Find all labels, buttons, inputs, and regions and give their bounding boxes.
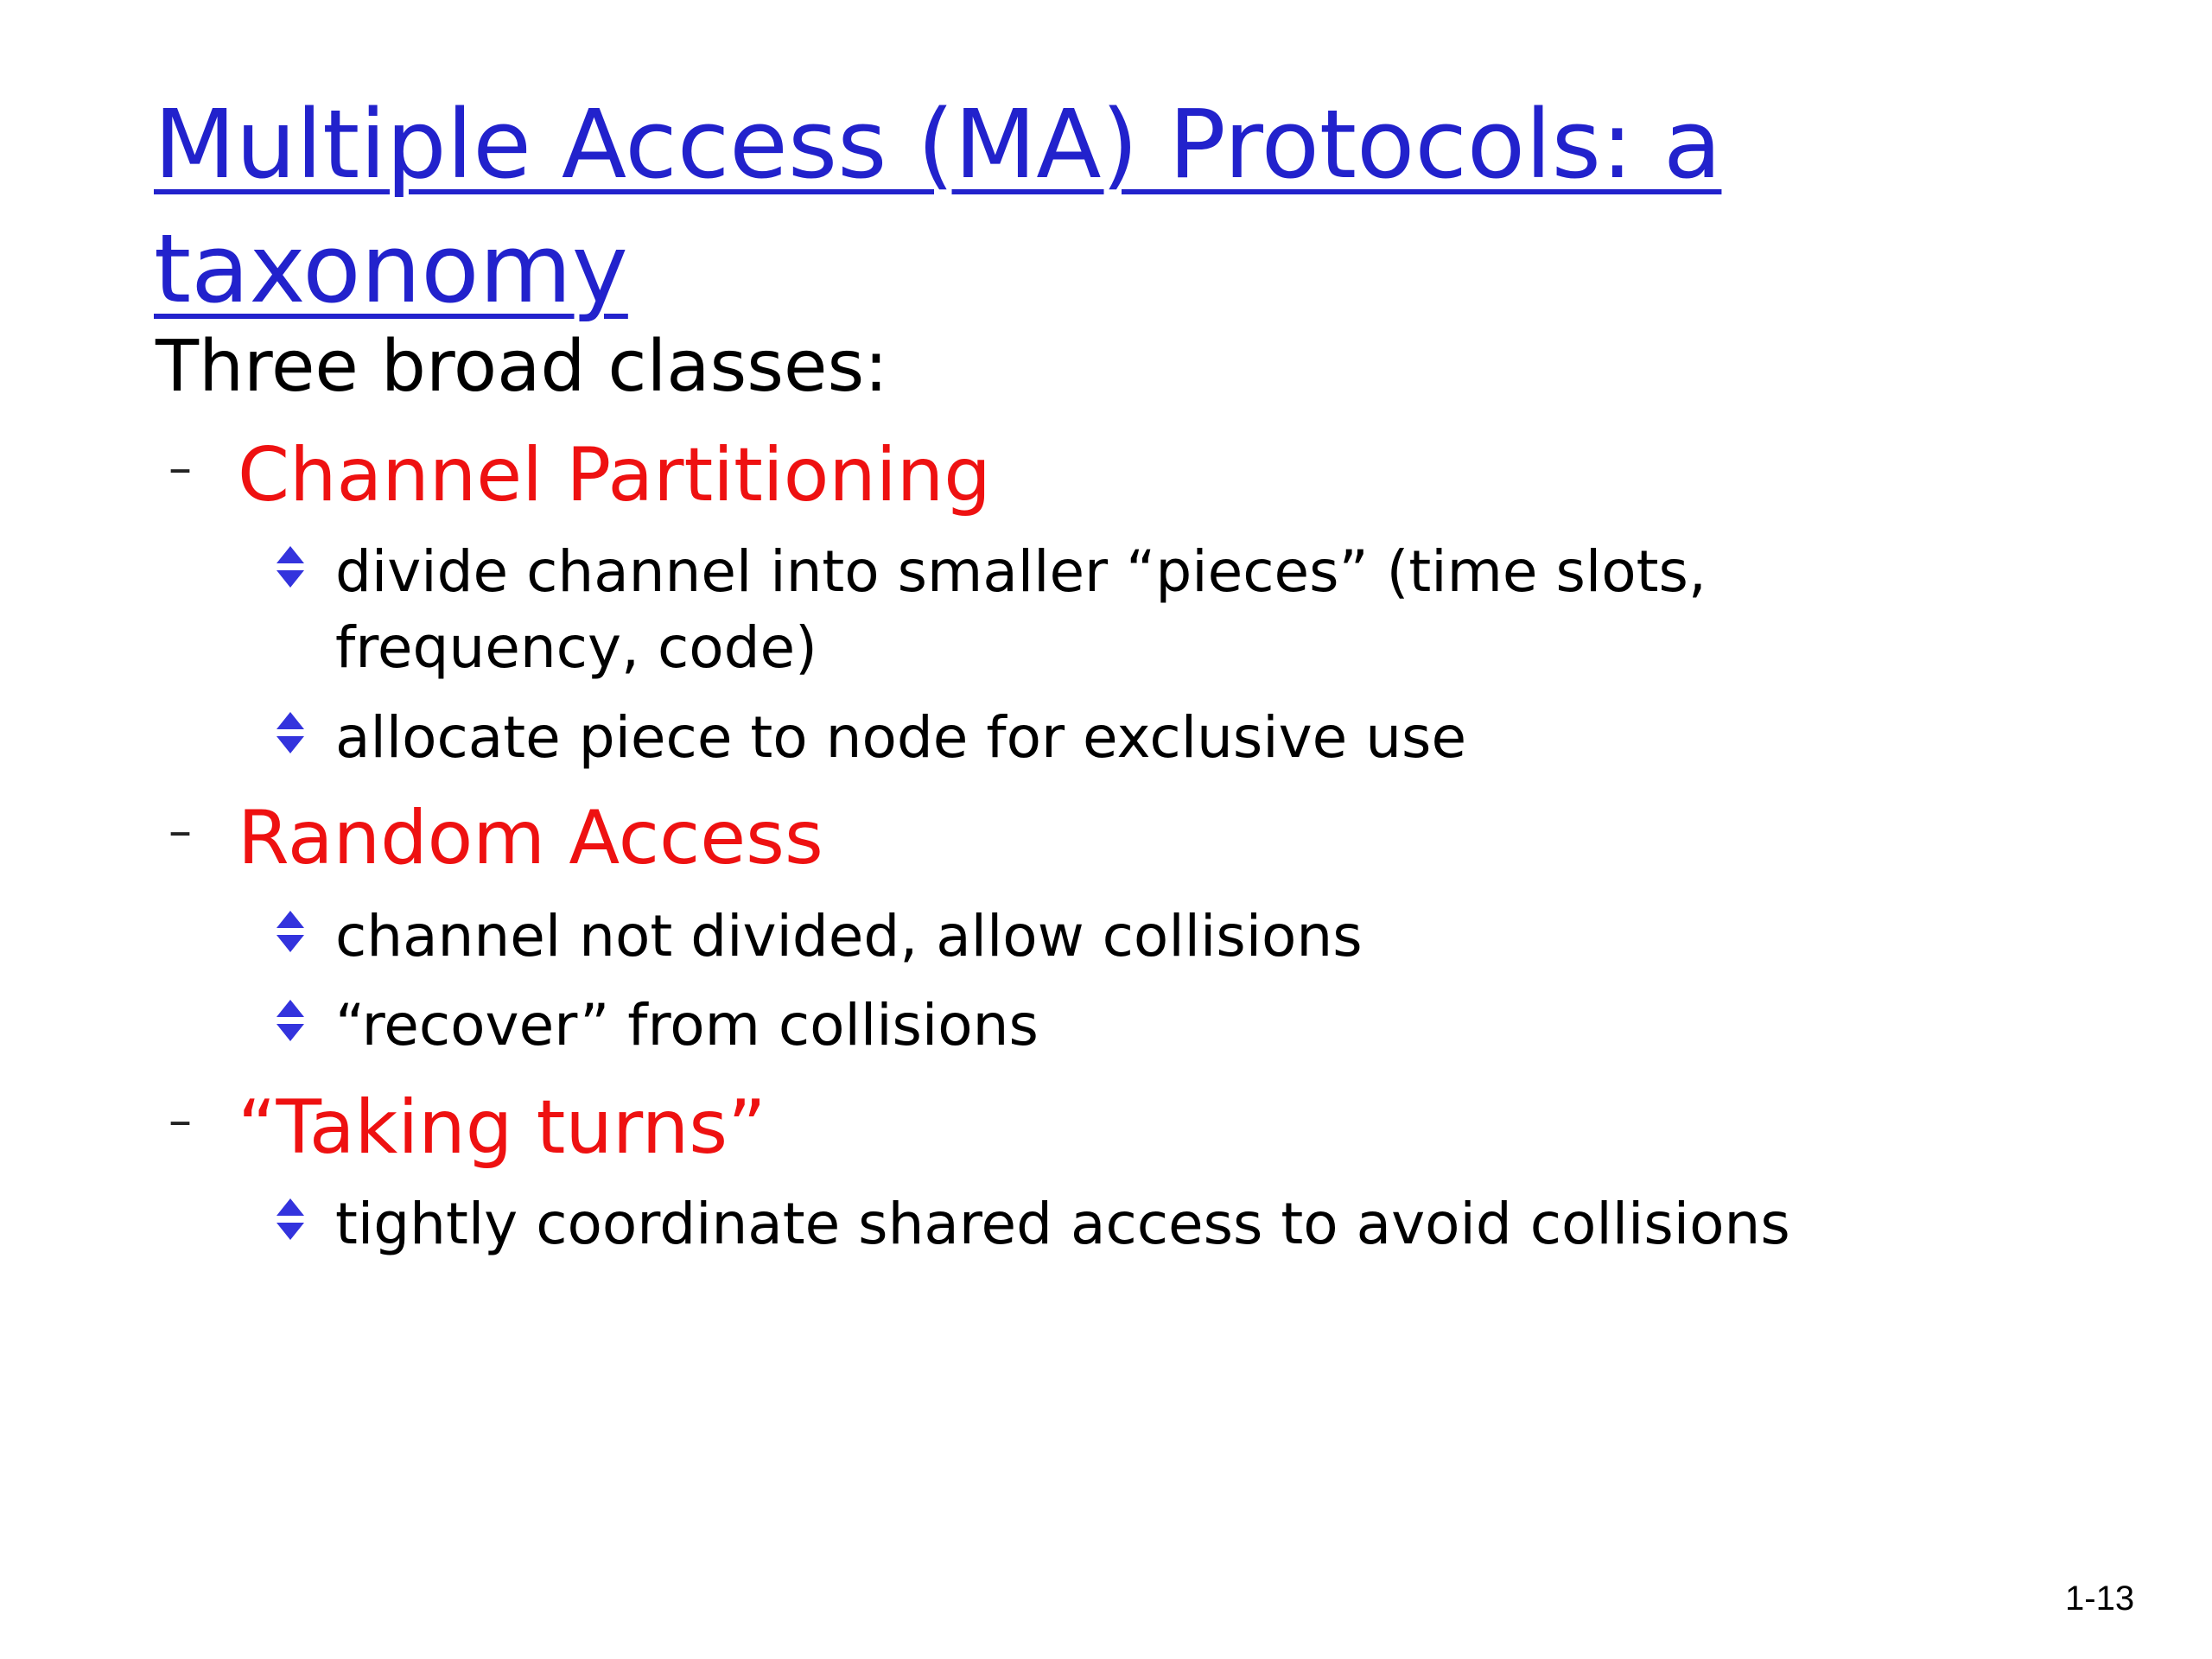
diamond-arrow-bullet-icon bbox=[275, 909, 306, 954]
item-text: tightly coordinate shared access to avoid collisions bbox=[335, 1191, 1790, 1257]
item-text: “recover” from collisions bbox=[335, 992, 1039, 1058]
diamond-arrow-bullet-icon bbox=[275, 544, 306, 589]
intro-text: Three broad classes: bbox=[156, 326, 888, 408]
list-item bbox=[335, 988, 1908, 1064]
diamond-arrow-bullet-icon bbox=[275, 1197, 306, 1242]
dash-marker: – bbox=[168, 1093, 192, 1147]
item-text: channel not divided, allow collisions bbox=[335, 903, 1363, 969]
class-label: Random Access bbox=[238, 795, 823, 881]
list-item bbox=[335, 899, 1908, 975]
class-label: Channel Partitioning bbox=[238, 432, 991, 518]
page-number: 1-13 bbox=[2065, 1580, 2135, 1618]
item-text: allocate piece to node for exclusive use bbox=[335, 704, 1467, 771]
class-label: “Taking turns” bbox=[238, 1084, 766, 1171]
item-text: divide channel into smaller “pieces” (time slots, frequency, code) bbox=[335, 538, 1707, 681]
list-item bbox=[335, 534, 1908, 686]
slide-title: Multiple Access (MA) Protocols: a taxonomy bbox=[154, 89, 1722, 324]
dash-marker: – bbox=[168, 804, 192, 858]
list-item bbox=[335, 1186, 1908, 1262]
diamond-arrow-bullet-icon bbox=[275, 998, 306, 1043]
list-item bbox=[335, 700, 1908, 776]
diamond-arrow-bullet-icon bbox=[275, 710, 306, 755]
dash-marker: – bbox=[168, 441, 192, 495]
